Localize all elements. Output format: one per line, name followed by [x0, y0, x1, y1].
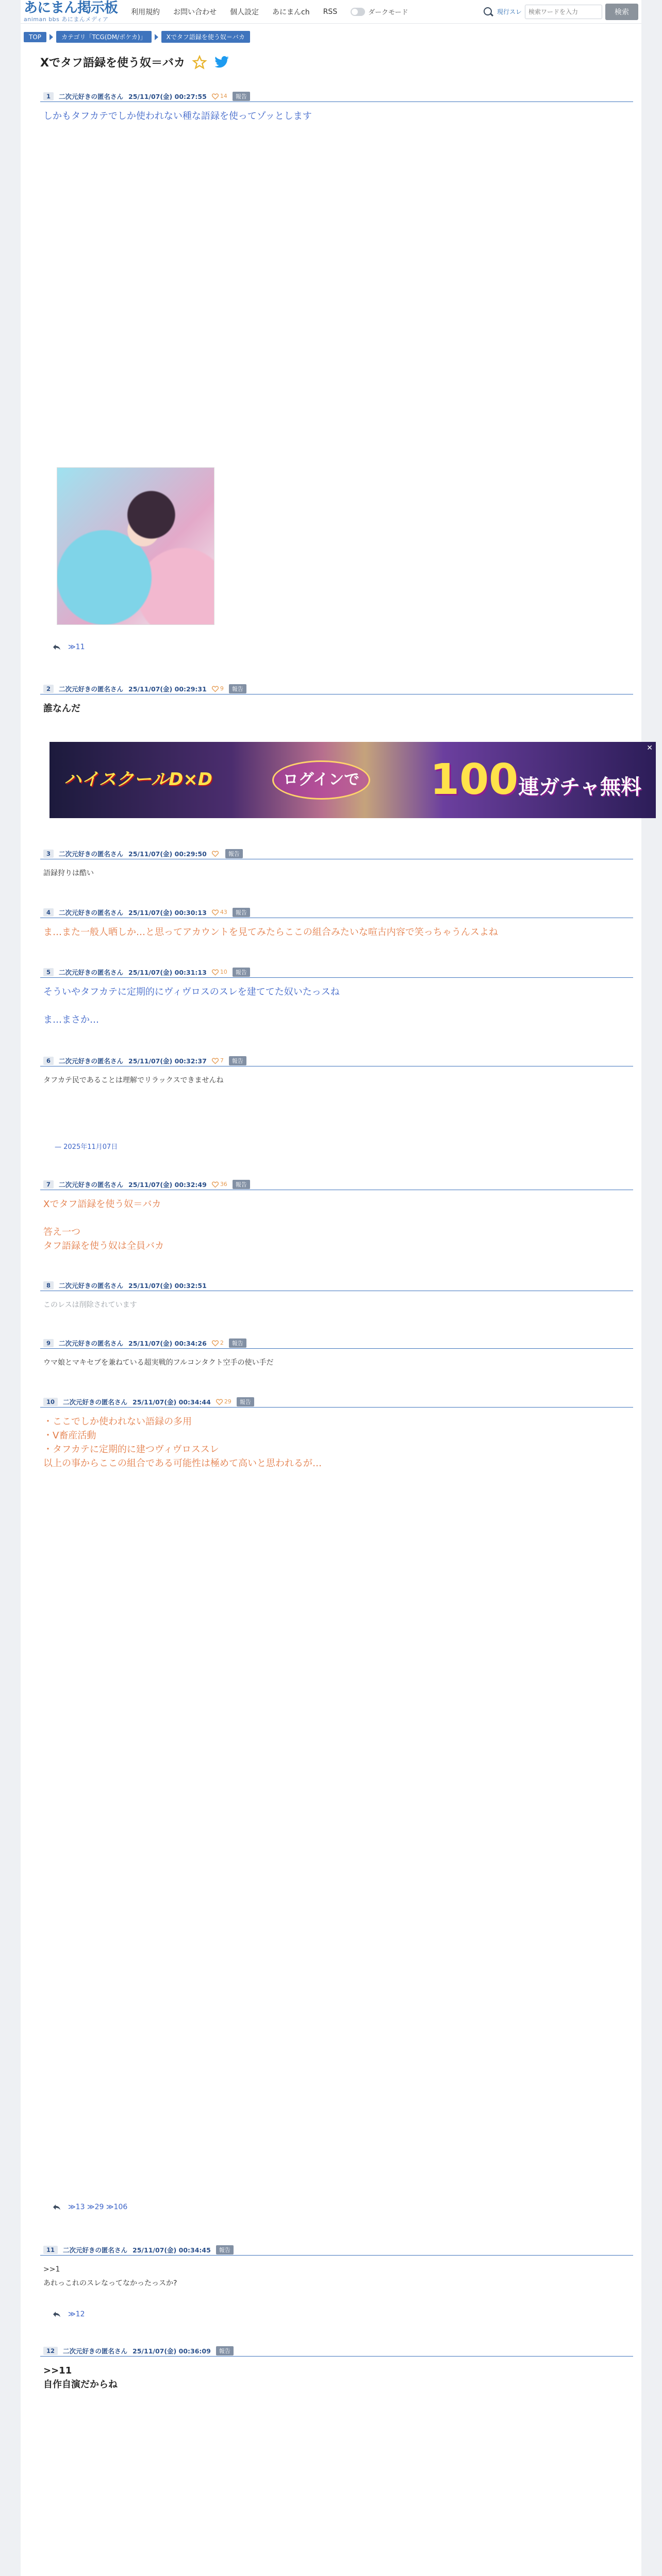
poster-name: 二次元好きの匿名さん: [59, 1180, 124, 1189]
report-button[interactable]: 報告: [229, 1338, 246, 1348]
post-header: [40, 1179, 633, 1190]
poster-name: 二次元好きの匿名さん: [59, 92, 124, 100]
post-header: [40, 907, 633, 918]
poster-name: 二次元好きの匿名さん: [59, 968, 124, 976]
like-button[interactable]: [212, 93, 227, 99]
logo-subtitle: animan bbs: [24, 16, 60, 23]
post-header: [40, 1396, 633, 1408]
reply-icon: [53, 644, 61, 650]
post-date: 25/11/07(金) 00:36:09: [133, 2347, 211, 2355]
post-number[interactable]: 2: [43, 685, 54, 693]
nav-terms[interactable]: 利用規約: [131, 8, 160, 16]
heart-icon: [212, 1340, 219, 1346]
page: [21, 0, 653, 2576]
nav-settings[interactable]: 個人設定: [230, 8, 259, 16]
dark-mode-label: ダークモード: [368, 9, 408, 16]
like-count: 2: [220, 1340, 224, 1346]
post-body: >>1 あれっこれのスレなってなかったっスか?: [43, 2265, 177, 2287]
poster-name: 二次元好きの匿名さん: [63, 2246, 128, 2254]
post-body-deleted: このレスは削除されています: [43, 1301, 137, 1309]
poster-name: 二次元好きの匿名さん: [59, 850, 124, 858]
search-button[interactable]: 検索: [605, 4, 638, 20]
ad-close-icon[interactable]: ✕: [647, 744, 653, 752]
report-button[interactable]: 報告: [225, 849, 243, 858]
post-date: 25/11/07(金) 00:27:55: [128, 92, 207, 100]
banner-number: 100: [430, 755, 519, 804]
post-date: 25/11/07(金) 00:31:13: [128, 968, 207, 976]
post-header: [40, 1337, 633, 1349]
post-header: [40, 1055, 633, 1066]
like-count: 36: [220, 1181, 227, 1188]
post-date: 25/11/07(金) 00:34:45: [133, 2246, 211, 2254]
reply-links: [53, 2203, 127, 2211]
heart-icon: [212, 969, 219, 975]
reply-icon: [53, 2204, 61, 2210]
post-number[interactable]: 10: [43, 1398, 58, 1406]
post-number[interactable]: 7: [43, 1180, 54, 1189]
like-button[interactable]: [212, 1340, 224, 1346]
like-button[interactable]: [212, 685, 224, 692]
reply-link[interactable]: ≫12: [68, 2310, 85, 2318]
post-date: 25/11/07(金) 00:32:51: [128, 1281, 207, 1290]
poster-name: 二次元好きの匿名さん: [59, 1057, 124, 1065]
like-count: 29: [224, 1398, 231, 1405]
heart-icon: [212, 851, 219, 857]
breadcrumb: [21, 24, 641, 43]
post-header: [40, 848, 633, 859]
post-body: しかもタフカテでしか使われない種な語録を使ってゾッとします: [43, 111, 312, 122]
main-nav: [131, 7, 408, 17]
post-header: [40, 1280, 633, 1291]
post-2: [40, 683, 633, 716]
nav-contact[interactable]: お問い合わせ: [173, 8, 217, 16]
poster-name: 二次元好きの匿名さん: [59, 1339, 124, 1347]
site-logo[interactable]: [24, 1, 118, 22]
breadcrumb-category[interactable]: カテゴリ「TCG(DM/ポケカ)」: [56, 31, 152, 43]
logo-title: あにまん掲示板: [24, 0, 118, 16]
search-input[interactable]: [525, 5, 602, 19]
heart-icon: [212, 1181, 219, 1188]
poster-name: 二次元好きの匿名さん: [59, 1281, 124, 1290]
like-button[interactable]: [212, 969, 227, 975]
poster-name: 二次元好きの匿名さん: [59, 908, 124, 917]
post-date: 25/11/07(金) 00:32:49: [128, 1180, 207, 1189]
like-button[interactable]: [212, 1181, 227, 1188]
post-3: [40, 848, 633, 880]
heart-icon: [212, 1058, 219, 1064]
report-button[interactable]: 報告: [229, 684, 246, 693]
post-number[interactable]: 11: [43, 2246, 58, 2254]
reply-icon: [53, 2311, 61, 2317]
heart-icon: [212, 686, 219, 692]
banner-headline: [430, 755, 641, 804]
favorite-star-icon[interactable]: [192, 55, 207, 70]
poster-name: 二次元好きの匿名さん: [63, 2347, 128, 2355]
post-header: [40, 2345, 633, 2357]
post-5: [40, 967, 633, 1027]
post-header: [40, 2244, 633, 2256]
like-button[interactable]: [212, 909, 227, 916]
like-button[interactable]: [216, 1398, 231, 1405]
ad-date-label: — 2025年11月07日: [55, 1143, 118, 1151]
post-body: 誰なんだ: [43, 703, 80, 714]
heart-icon: [216, 1399, 223, 1405]
post-number[interactable]: 6: [43, 1057, 54, 1065]
reply-links: [53, 643, 85, 651]
poster-name: 二次元好きの匿名さん: [63, 1398, 128, 1406]
report-button[interactable]: 報告: [233, 908, 250, 917]
like-count: 9: [220, 685, 224, 692]
like-count: 10: [220, 969, 227, 975]
report-button[interactable]: 報告: [216, 2346, 234, 2355]
logo-subtitle-media: あにまんメディア: [61, 16, 109, 23]
post-body: 語録狩りは酷い: [43, 869, 94, 877]
site-header: [21, 0, 641, 24]
post-8: [40, 1280, 633, 1312]
post-header: [40, 683, 633, 694]
post-number[interactable]: 9: [43, 1339, 54, 1347]
post-12: [40, 2345, 633, 2392]
like-count: 7: [220, 1057, 224, 1064]
like-button[interactable]: [212, 1057, 224, 1064]
banner-subtext: 連ガチャ無料: [518, 775, 641, 799]
heart-icon: [212, 93, 219, 99]
post-date: 25/11/07(金) 00:29:31: [128, 685, 207, 693]
post-number[interactable]: 1: [43, 92, 54, 100]
report-button[interactable]: 報告: [233, 1180, 250, 1189]
like-button[interactable]: [212, 851, 220, 857]
post-body: ま…また一般人晒しか…と思ってアカウントを見てみたらここの組合みたいな喧古内容で笑っちゃうんスよね: [43, 927, 498, 938]
post-date: 25/11/07(金) 00:32:37: [128, 1057, 207, 1065]
report-button[interactable]: 報告: [233, 92, 250, 101]
reply-link[interactable]: ≫13 ≫29 ≫106: [68, 2203, 128, 2211]
post-4: [40, 907, 633, 939]
post-header: [40, 967, 633, 978]
post-date: 25/11/07(金) 00:29:50: [128, 850, 207, 858]
post-11: [40, 2244, 633, 2291]
toggle-switch[interactable]: [351, 8, 365, 16]
post-body: ・ここでしか使われない語録の多用 ・V畜産活動 ・タフカテに定期的に建つヴィヴロススレ 以上の事からここの組合である可能性は極めて高いと思われるが…: [43, 1416, 322, 1469]
like-count: 14: [220, 93, 227, 99]
reply-links: [53, 2310, 85, 2318]
breadcrumb-top[interactable]: TOP: [24, 32, 46, 42]
post-body: ウマ娘とマキセブを兼ねている超実戦的フルコンタクト空手の使い手だ: [43, 1359, 274, 1367]
post-number[interactable]: 5: [43, 968, 54, 976]
post-7: [40, 1179, 633, 1253]
thread-title-row: [21, 43, 641, 72]
post-number[interactable]: 4: [43, 908, 54, 917]
search-icon[interactable]: [483, 6, 494, 18]
heart-icon: [212, 909, 219, 916]
post-1: [40, 91, 633, 123]
dark-mode-toggle[interactable]: [351, 7, 408, 16]
post-body: そういやタフカテに定期的にヴィヴロスのスレを建ててた奴いたっスね ま…まさか…: [43, 987, 340, 1025]
breadcrumb-thread[interactable]: Xでタフ語録を使う奴＝バカ: [161, 31, 250, 43]
post-body: Xでタフ語録を使う奴＝バカ 答え一つ タフ語録を使う奴は全員バカ: [43, 1199, 164, 1251]
post-date: 25/11/07(金) 00:34:26: [128, 1339, 207, 1347]
post-6: [40, 1055, 633, 1088]
report-button[interactable]: 報告: [233, 968, 250, 977]
like-count: 43: [220, 909, 227, 916]
report-button[interactable]: 報告: [216, 2245, 234, 2255]
search-bar: [483, 4, 638, 20]
report-button[interactable]: 報告: [237, 1397, 254, 1406]
post-date: 25/11/07(金) 00:34:44: [133, 1398, 211, 1406]
post-10: [40, 1396, 633, 1470]
search-scope-select[interactable]: 現行スレ: [496, 8, 522, 15]
reply-link[interactable]: ≫11: [68, 643, 85, 651]
banner-title: ハイスクールD×D: [64, 769, 212, 790]
post-body: >>11 自作自演だからね: [43, 2365, 118, 2390]
nav-rss[interactable]: RSS: [323, 7, 338, 16]
post-header: [40, 91, 633, 102]
post-body: タフカテ民であることは理解でリラックスできませんね: [43, 1076, 224, 1084]
twitter-share-icon[interactable]: [214, 56, 229, 69]
post-number[interactable]: 12: [43, 2347, 58, 2355]
ad-banner[interactable]: [49, 742, 656, 818]
nav-animanch[interactable]: あにまんch: [272, 8, 310, 16]
report-button[interactable]: 報告: [229, 1056, 246, 1065]
poster-name: 二次元好きの匿名さん: [59, 685, 124, 693]
thread-title: Xでタフ語録を使う奴＝バカ: [40, 57, 185, 70]
breadcrumb-separator: [49, 34, 53, 40]
breadcrumb-separator: [155, 34, 158, 40]
post-number[interactable]: 8: [43, 1281, 54, 1290]
post-number[interactable]: 3: [43, 850, 54, 858]
post-9: [40, 1337, 633, 1370]
banner-badge: ログインで: [272, 760, 371, 800]
post-image-anime-girl[interactable]: [57, 467, 214, 625]
post-date: 25/11/07(金) 00:30:13: [128, 908, 207, 917]
